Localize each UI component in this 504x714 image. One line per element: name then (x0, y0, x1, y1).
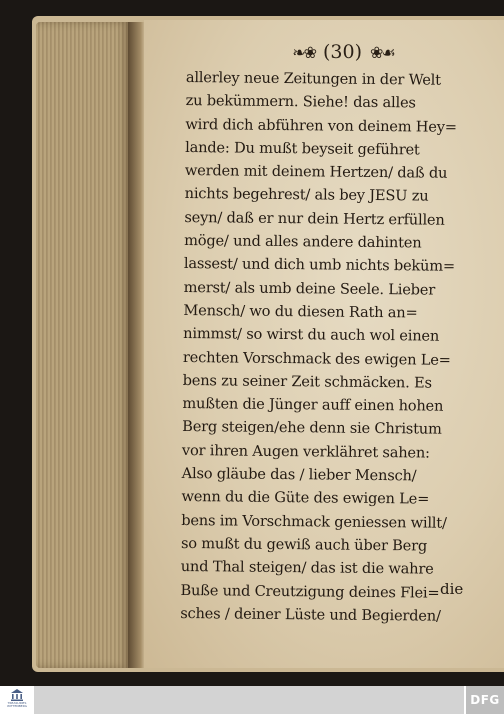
text-line: merst/ als umb deine Seele. Lieber (183, 278, 436, 299)
text-line: bens im Vorschmack geniessen willt/ (181, 511, 447, 532)
text-line: lassest/ und dich umb nichts beküm= (183, 255, 456, 276)
text-line: so mußt du gewiß auch über Berg (180, 534, 428, 555)
library-logo-line: WITTENBERG (7, 704, 27, 709)
text-line: nimmst/ so wirst du auch wol einen (183, 325, 440, 345)
text-line: nichts begehrest/ als bey JESU zu (184, 185, 429, 206)
text-line: lande: Du mußt beyseit geführet (185, 138, 420, 159)
text-line: mußten die Jünger auff einen hohen (182, 395, 444, 415)
library-building-icon (10, 688, 24, 702)
text-line: allerley neue Zeitungen in der Welt (185, 68, 441, 89)
text-line: möge/ und alles andere dahinten (184, 232, 422, 252)
page-edges (36, 22, 130, 668)
page-header (258, 38, 428, 66)
page-number: (30) (323, 41, 363, 63)
text-line: zu bekümmern. Siehe! das alles (185, 92, 416, 112)
text-line: wird dich abführen von deinem Hey= (185, 115, 457, 136)
text-line: Buße und Creutzigung deines Flei= (180, 581, 440, 602)
text-line: seyn/ daß er nur dein Hertz erfüllen (184, 208, 445, 229)
text-line: sches / deiner Lüste und Begierden/ (180, 604, 441, 625)
page-text (180, 66, 484, 628)
text-line: bens zu seiner Zeit schmäcken. Es (182, 371, 432, 392)
text-line: Berg steigen/ehe denn sie Christum (182, 418, 442, 439)
catchword: die (440, 580, 464, 598)
text-line: Also gläube das / lieber Mensch/ (181, 465, 417, 485)
ornament-right-icon: ❀☙ (370, 42, 394, 62)
library-logo-line: TREASURIES (7, 701, 27, 705)
text-line: vor ihren Augen verklähret sahen: (181, 441, 430, 462)
dfg-logo-label: DFG (470, 693, 500, 707)
text-line: wenn du die Güte des ewigen Le= (181, 488, 430, 508)
footer-strip (34, 686, 464, 714)
text-line: rechten Vorschmack des ewigen Le= (182, 348, 451, 369)
text-line: werden mit deinem Hertzen/ daß du (184, 162, 448, 182)
library-logo[interactable] (2, 688, 32, 712)
dfg-logo[interactable] (466, 686, 504, 714)
ornament-left-icon: ❧❀ (292, 42, 316, 62)
text-line: und Thal steigen/ das ist die wahre (180, 558, 434, 578)
text-line: Mensch/ wo du diesen Rath an= (183, 301, 418, 322)
